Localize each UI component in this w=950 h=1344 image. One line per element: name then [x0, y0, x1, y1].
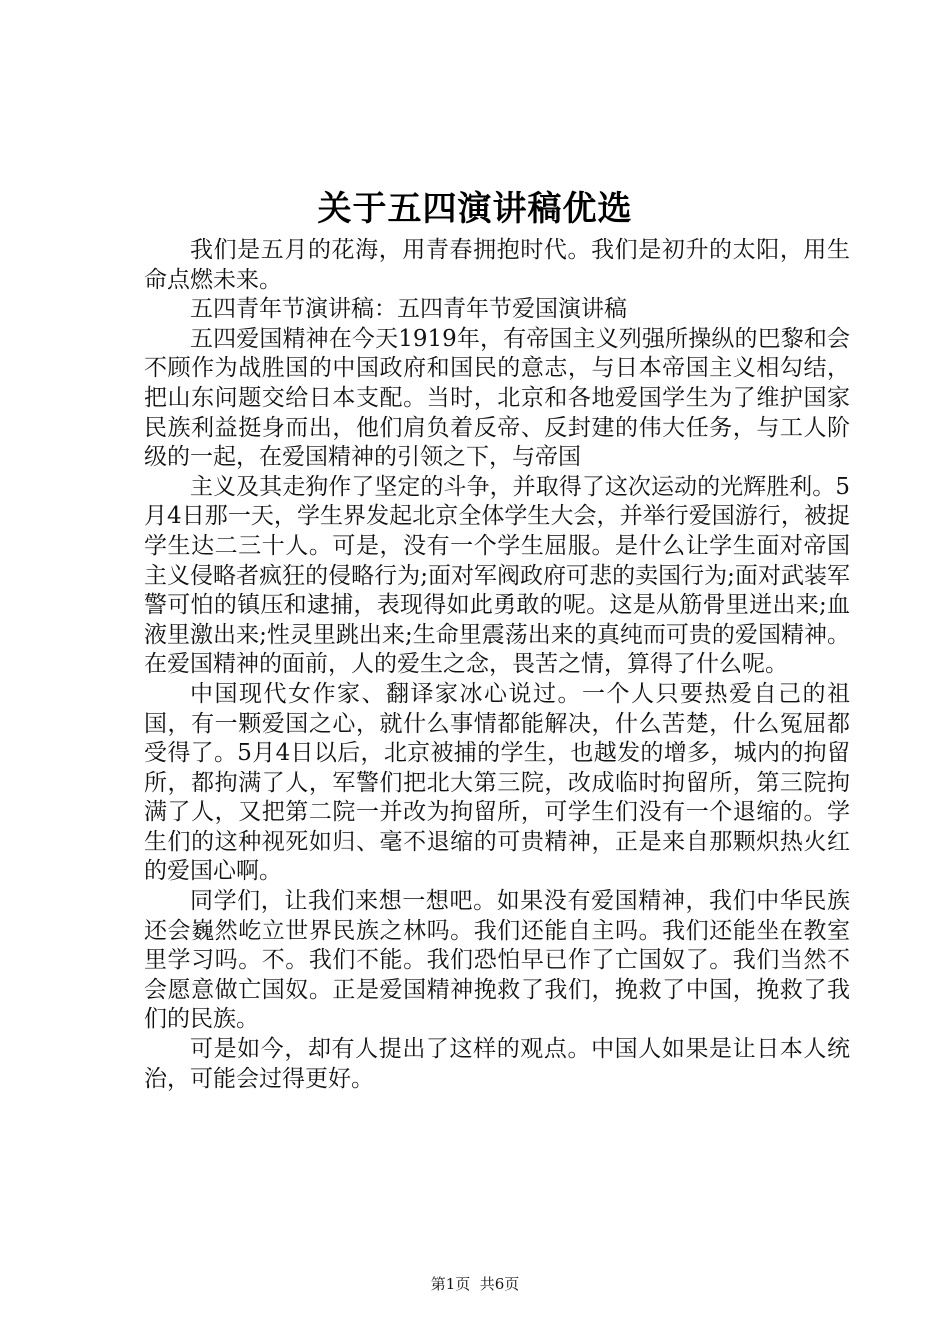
paragraph-3: 五四爱国精神在今天1919年，有帝国主义列强所操纵的巴黎和会不顾作为战胜国的中国政府和国民的意志，与日本帝国主义相勾结，把山东问题交给日本支配。当时，北京和各地爱国学生为了维护国家民族利益挺身而出，他们肩负着反帝、反封建的伟大任务，与工人阶级的一起，在爱国精神的引领之下，与帝国 [144, 325, 850, 471]
paragraph-6: 同学们，让我们来想一想吧。如果没有爱国精神，我们中华民族还会巍然屹立世界民族之林吗。我们还能自主吗。我们还能坐在教室里学习吗。不。我们不能。我们恐怕早已作了亡国奴了。我们当然不会愿意做亡国奴。正是爱国精神挽救了我们，挽救了中国，挽救了我们的民族。 [144, 888, 850, 1033]
paragraph-1: 我们是五月的花海，用青春拥抱时代。我们是初升的太阳，用生命点燃未来。 [144, 237, 850, 293]
paragraph-4: 主义及其走狗作了坚定的斗争，并取得了这次运动的光辉胜利。5月4日那一天，学生界发起北京全体学生大会，并举行爱国游行，被捉学生达二三十人。可是，没有一个学生屈服。是什么让学生面对帝国主义侵略者疯狂的侵略行为;面对军阀政府可悲的卖国行为;面对武装军警可怕的镇压和逮捕，表现得如此勇敢的呢。这是从筋骨里迸出来;血液里激出来;性灵里跳出来;生命里震荡出来的真纯而可贵的爱国精神。在爱国精神的面前，人的爱生之念，畏苦之情，算得了什么呢。 [144, 473, 850, 678]
page-footer: 第1页 共6页 [430, 1275, 520, 1293]
paragraph-2: 五四青年节演讲稿：五四青年节爱国演讲稿 [190, 296, 627, 323]
paragraph-7: 可是如今，却有人提出了这样的观点。中国人如果是让日本人统治，可能会过得更好。 [144, 1036, 850, 1092]
document-body [144, 236, 850, 1094]
document-title: 关于五四演讲稿优选 [317, 189, 633, 229]
paragraph-5: 中国现代女作家、翻译家冰心说过。一个人只要热爱自己的祖国，有一颗爱国之心，就什么事情都能解决，什么苦楚，什么冤屈都受得了。5月4日以后，北京被捕的学生，也越发的增多，城内的拘留所，都拘满了人，军警们把北大第三院，改成临时拘留所，第三院拘满了人，又把第二院一并改为拘留所，可学生们没有一个退缩的。学生们的这种视死如归、毫不退缩的可贵精神，正是来自那颗炽热火红的爱国心啊。 [144, 680, 850, 885]
